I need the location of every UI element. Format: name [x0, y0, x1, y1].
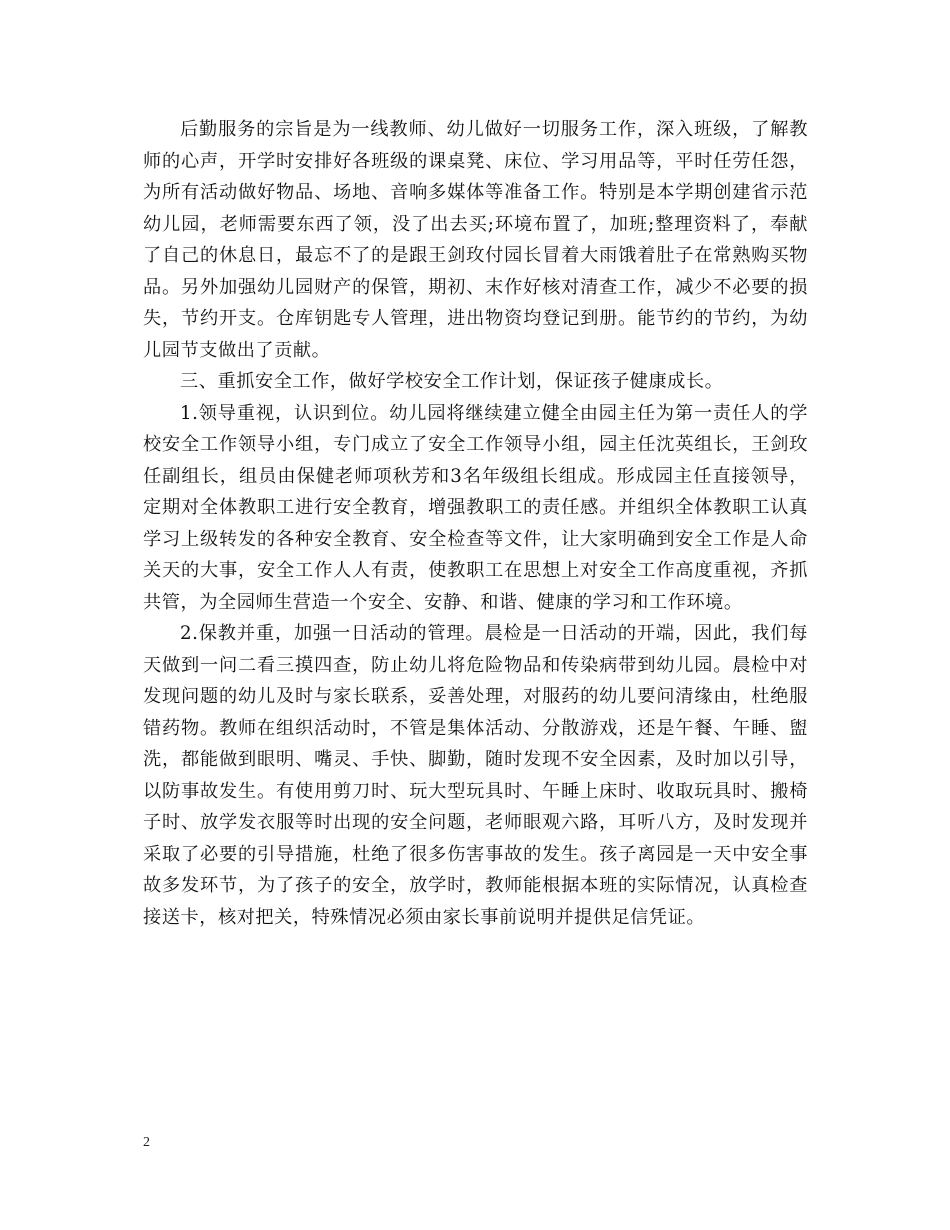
document-body: [143, 114, 808, 933]
page-number: 2: [143, 1135, 150, 1150]
paragraph-leadership-attention: 1.领导重视，认识到位。幼儿园将继续建立健全由园主任为第一责任人的学校安全工作领导小组，专门成立了安全工作领导小组，园主任沈英组长，王剑玫任副组长，组员由保健老师项秋芳和3名年级组长组成。形成园主任直接领导，定期对全体教职工进行安全教育，增强教职工的责任感。并组织全体教职工认真学习上级转发的各种安全教育、安全检查等文件，让大家明确到安全工作是人命关天的大事，安全工作人人有责，使教职工在思想上对安全工作高度重视，齐抓共管，为全园师生营造一个安全、安静、和谐、健康的学习和工作环境。: [143, 402, 808, 613]
paragraph-logistics-service: 后勤服务的宗旨是为一线教师、幼儿做好一切服务工作，深入班级，了解教师的心声，开学时安排好各班级的课桌凳、床位、学习用品等，平时任劳任怨，为所有活动做好物品、场地、音响多媒体等准备工作。特别是本学期创建省示范幼儿园，老师需要东西了领，没了出去买;环境布置了，加班;整理资料了，奉献了自己的休息日，最忘不了的是跟王剑玫付园长冒着大雨饿着肚子在常熟购买物品。另外加强幼儿园财产的保管，期初、末作好核对清查工作，减少不必要的损失，节约开支。仓库钥匙专人管理，进出物资均登记到册。能节约的节约，为幼儿园节支做出了贡献。: [143, 119, 808, 361]
paragraph-section-heading-safety: 三、重抓安全工作，做好学校安全工作计划，保证孩子健康成长。: [180, 371, 724, 392]
paragraph-daily-activity-management: 2.保教并重，加强一日活动的管理。晨检是一日活动的开端，因此，我们每天做到一问二看三摸四查，防止幼儿将危险物品和传染病带到幼儿园。晨检中对发现问题的幼儿及时与家长联系，妥善处理，对服药的幼儿要问清缘由，杜绝服错药物。教师在组织活动时，不管是集体活动、分散游戏，还是午餐、午睡、盥洗，都能做到眼明、嘴灵、手快、脚勤，随时发现不安全因素，及时加以引导，以防事故发生。有使用剪刀时、玩大型玩具时、午睡上床时、收取玩具时、搬椅子时、放学发衣服等时出现的安全问题，老师眼观六路，耳听八方，及时发现并采取了必要的引导措施，杜绝了很多伤害事故的发生。孩子离园是一天中安全事故多发环节，为了孩子的安全，放学时，教师能根据本班的实际情况，认真检查接送卡，核对把关，特殊情况必须由家长事前说明并提供足信凭证。: [143, 623, 808, 928]
